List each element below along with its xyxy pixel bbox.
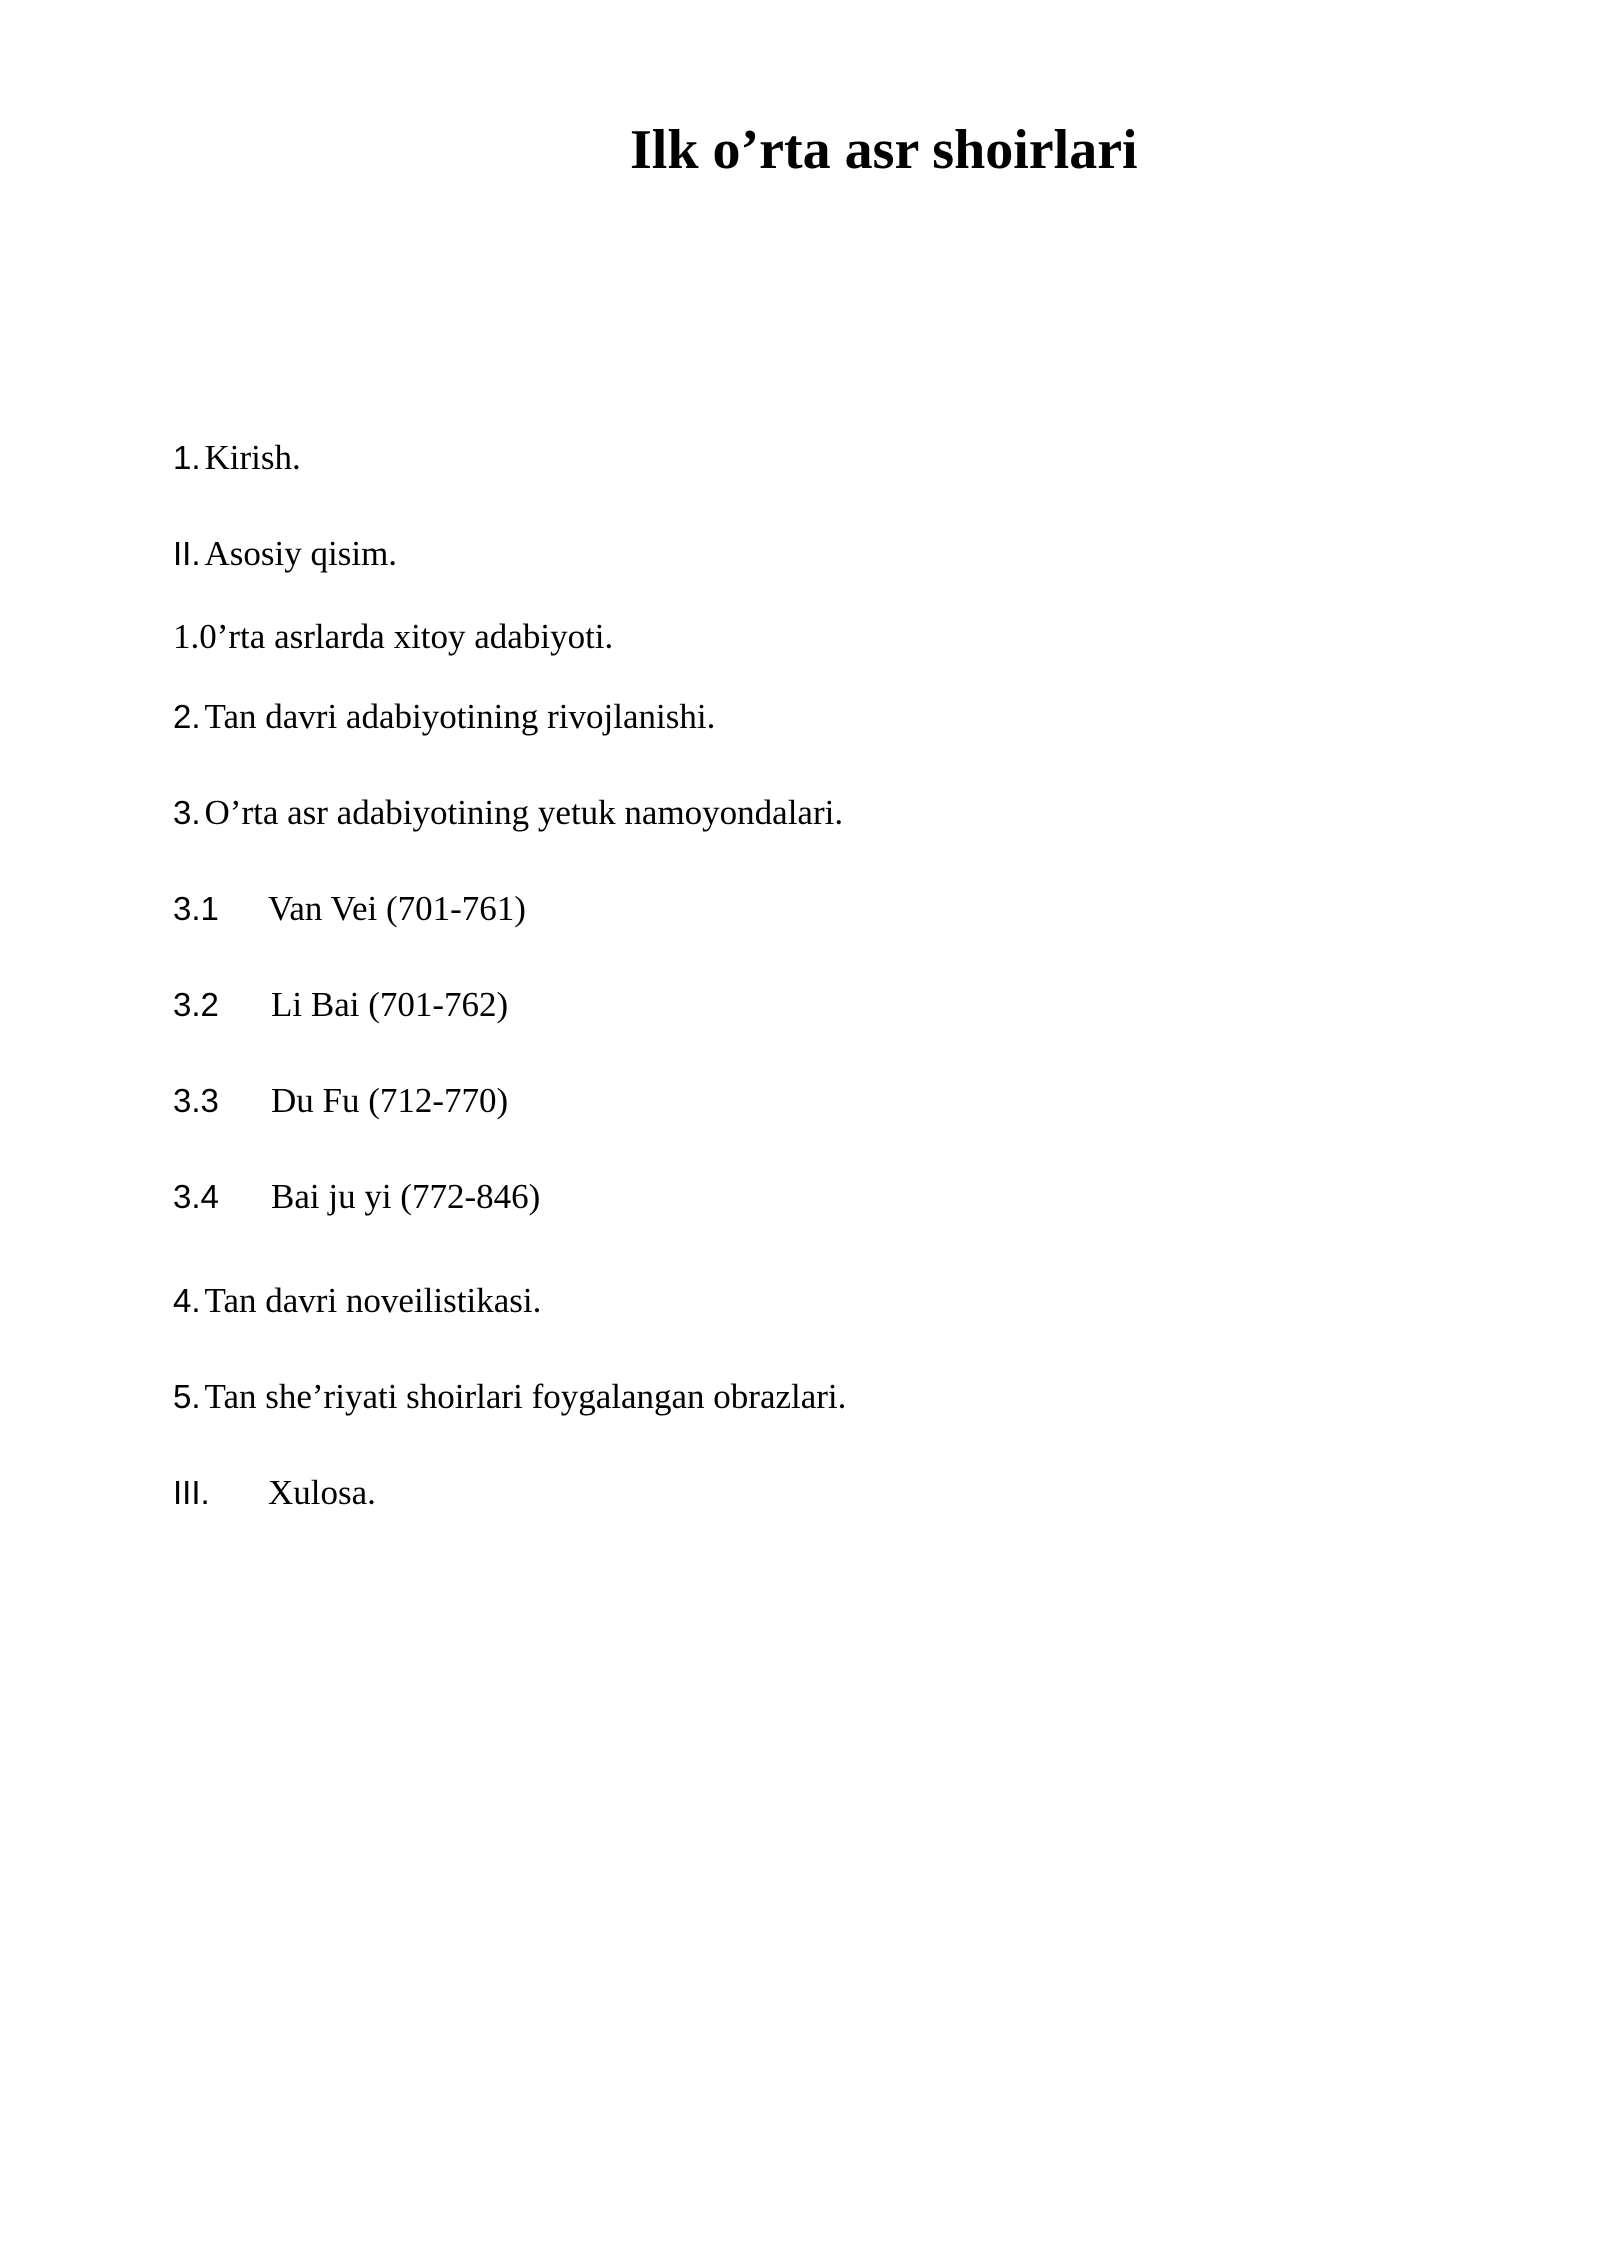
toc-item-number: 5. [173,1378,201,1415]
toc-item-li-bai [173,980,508,1030]
toc-item-bai-ju-yi [173,1172,540,1222]
toc-item-label: Van Vei (701-761) [268,889,526,928]
toc-item-label: Xulosa. [268,1473,376,1512]
toc-item-xulosa [173,1468,376,1518]
page-title: Ilk o’rta asr shoirlari [630,119,1138,181]
toc-item-asosiy-qisim [173,529,397,579]
toc-item-label: Bai ju yi (772-846) [271,1177,541,1216]
toc-item-tan-davri-rivojlanishi [173,692,715,742]
toc-item-label: O’rta asr adabiyotining yetuk namoyondalari. [204,793,844,832]
toc-item-number: 3.2 [173,986,219,1023]
toc-item-label: Asosiy qisim. [204,534,398,573]
toc-item-number: 3.4 [173,1178,219,1215]
toc-item-number: 3. [173,794,201,831]
toc-item-label: Tan davri adabiyotining rivojlanishi. [204,697,716,736]
toc-item-number: 3.3 [173,1082,219,1119]
toc-item-label: .0’rta asrlarda xitoy adabiyoti. [190,617,614,656]
toc-item-number: 3.1 [173,890,219,927]
toc-item-van-vei [173,884,526,934]
toc-item-label: Tan davri noveilistikasi. [204,1281,542,1320]
toc-item-xitoy-adabiyoti [173,612,613,662]
toc-item-number: III. [173,1474,210,1511]
toc-item-kirish [173,433,301,483]
toc-item-label: Li Bai (701-762) [271,985,509,1024]
toc-item-label: Tan she’riyati shoirlari foygalangan obrazlari. [204,1377,847,1416]
toc-item-noveilistikasi [173,1276,541,1326]
toc-item-obrazlari [173,1372,846,1422]
toc-item-number: 1. [173,439,201,476]
toc-item-namoyondalari [173,788,843,838]
toc-item-label: Kirish. [204,438,301,477]
toc-item-number: 2. [173,698,201,735]
toc-item-number: 1 [173,617,191,656]
toc-item-number: II. [173,535,201,572]
toc-item-label: Du Fu (712-770) [271,1081,509,1120]
toc-item-du-fu [173,1076,508,1126]
toc-item-number: 4. [173,1282,201,1319]
